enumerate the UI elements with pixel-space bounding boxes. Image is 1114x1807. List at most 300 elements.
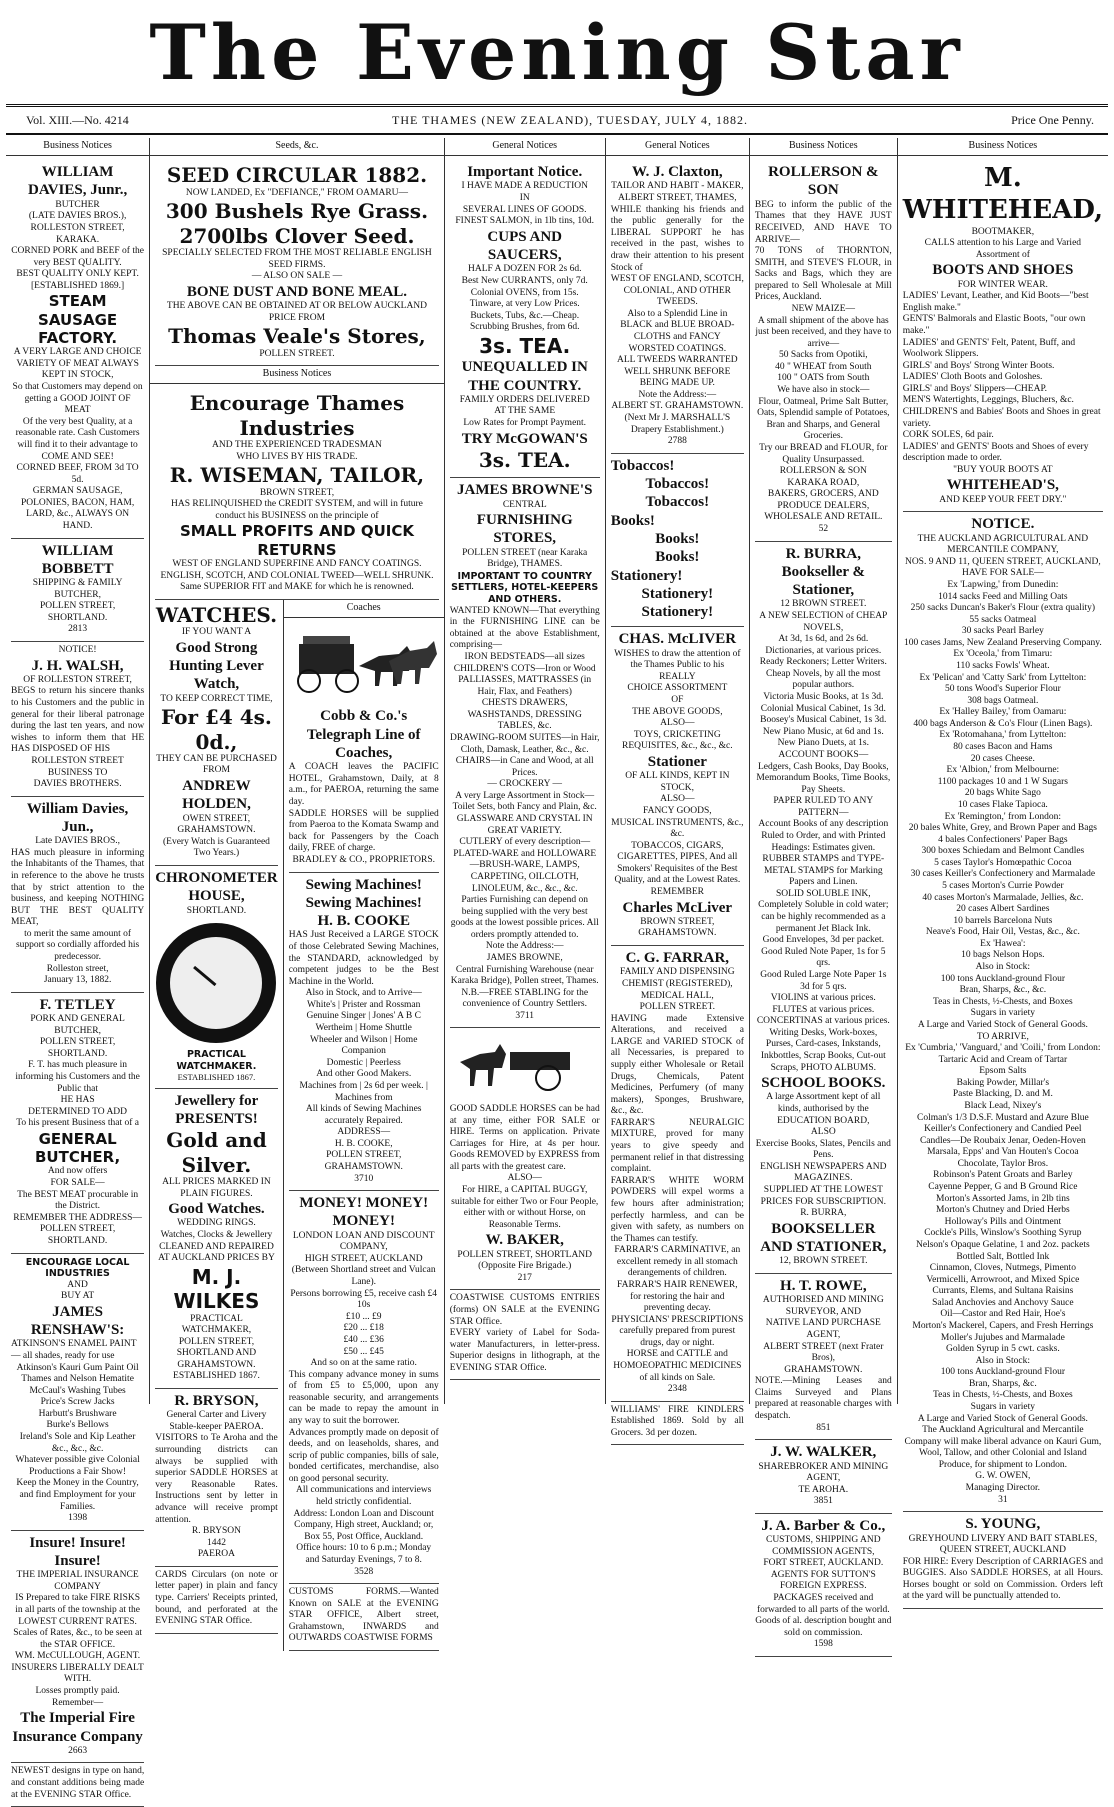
ad-text-line: ALSO— [507,1173,542,1184]
ad-text-line: Salad Anchovies and Anchovy Sauce [932,1297,1074,1308]
ad-text-line: FANCY GOODS, [643,805,712,816]
ad-text-line: R. WISEMAN, TAILOR, [169,463,425,488]
ad-text-line: QUEEN STREET, AUCKLAND [939,1545,1066,1556]
ad-text-line: And now offers [47,1166,108,1177]
ad-text-line: Good Strong Hunting Lever Watch, [169,639,264,693]
ad-text-line: Machines from | 2s 6d per week. | Machines from [299,1080,428,1103]
ad-text-line: DRAWING-ROOM SUITES—in Hair, Cloth, Damask, Leather, &c., &c. [449,732,600,755]
ad-text-line: Writing Desks, Work-boxes, Purses, Card-cases, Inkstands, Inkbottles, Scrap Books, Cut-out Scraps, PHOTO ALBUMS. [760,1027,886,1073]
ad-text-line: HAS Just Received a LARGE STOCK of those Celebrated Sewing Machines, the STANDARD, acknowledged by competent judges to be the Best Machine in the World. [288,930,439,987]
ad-text-line: LADIES' Cloth Boots and Goloshes. [902,372,1043,383]
ad-text-line: CORNED PORK and BEEF of the very BEST QUALITY. [11,246,144,268]
ad-text-line: CHILDREN'S and Babies' Boots and Shoes in great variety. [902,407,1101,429]
ad-text-line: CHAIRS—in Cane and Wood, at all Prices. [455,756,594,778]
ad-text-line: HAS RELINQUISHED the CREDIT SYSTEM, and will in future conduct his BUSINESS on the principle of [171,499,423,521]
column-6 [898,138,1108,1602]
ad-text-line: GRAHAMSTOWN. [784,1364,863,1375]
ad-text-line: BROWN STREET, [640,916,715,927]
ad-baker-horses [450,1101,600,1290]
ad-text-line: (Every Watch is Guaranteed Two Years.) [162,836,270,859]
ad-text-line: Encourage Thames Industries [189,391,405,440]
ad-mcliver [611,627,744,946]
ad-text-line: IMPORTANT TO COUNTRY SETTLERS, HOTEL-KEEPERS AND OTHERS. [451,570,599,606]
ad-chronometer-house [155,866,278,1089]
ad-text-line: GERMAN SAUSAGE, POLONIES, BACON, HAM, LARD, &c., ALWAYS ON HAND. [20,486,135,531]
ad-text-line: McCaul's Washing Tubes [29,1385,126,1396]
ad-text-line: Books! [655,530,700,547]
ad-text-line: Cheap Novels, by all the most popular authors. [766,668,881,691]
ad-text-line: CUTLERY of every description—PLATED-WARE and HOLLOWARE—BRUSH-WARE, LAMPS, CARPETING, OILCLOTH, LINOLEUM, &c., &c., &c. [453,837,597,894]
ad-text-line: Thomas Veale's Stores, [168,324,426,349]
ad-text-line: ACCOUNT BOOKS— [778,749,869,760]
ad-text-line: ALBERT STREET (next Frater Bros), [763,1341,884,1364]
ad-text-line: JAMES RENSHAW'S: [30,1303,125,1339]
ad-text-line: MEDICAL HALL, [640,990,714,1001]
ad-text-line: 3s. TEA. [479,333,571,358]
ad-text-line: We have also in stock— [777,385,870,396]
cart-illustration [450,1032,600,1092]
ad-text-line: A large Assortment kept of all kinds, authorised by the EDUCATION BOARD, [766,1092,881,1126]
ad-text-line: 50 Sacks from Opotiki, [778,350,868,361]
ad-text-line: MEN'S Watertights, Leggings, Bluchers, &c. [902,395,1074,406]
ad-text-line: Cockle's Pills, Winslow's Soothing Syrup [924,1228,1082,1239]
ad-text-line: General Carter and Livery Stable-keeper PAEROA. [166,1410,267,1432]
ad-text-line: Jewellery for PRESENTS! [174,1092,259,1127]
ad-text-line: THE ABOVE CAN BE OBTAINED AT OR BELOW AUCKLAND PRICE FROM [166,300,428,323]
ad-wiseman-tailor [155,388,439,599]
ad-text-line: POLLEN STREET, SHORTLAND AND GRAHAMSTOWN. [176,1336,257,1370]
ad-text-line: NOTICE! [58,645,97,656]
ad-text-line: Tinware, at very Low Prices. [469,299,580,310]
ad-text-line: Harbutt's Brushware [38,1408,117,1419]
ad-text-line: Note the Address:— [638,389,717,400]
column-header: Business Notices [898,138,1108,156]
ad-text-line: 2788 [667,436,687,447]
ad-text-line: 3851 [813,1496,833,1507]
ad-text-line: UNEQUALLED IN THE COUNTRY. [461,359,588,394]
column-2 [150,138,445,1644]
ad-tobaccos-books [611,454,744,628]
ad-text-line: THE IMPERIAL INSURANCE COMPANY [16,1570,139,1592]
ad-agricultural-notice [903,512,1103,1512]
ad-text-line: GRAHAMSTOWN. [638,928,717,939]
ad-text-line: Bran, Sharps, &c., &c. [959,985,1047,996]
ad-text-line: 1014 sacks Feed and Milling Oats [938,591,1068,602]
ad-text-line: NOS. 9 AND 11, QUEEN STREET, AUCKLAND, [904,556,1101,567]
ad-text-line: Morton's Assorted Jams, in 2lb tins [936,1193,1070,1204]
ad-text-line: SADDLE HORSES will be supplied from Paeroa to the Komata Swamp and back for Passengers by the Coach daily, FREE of charge. [288,808,439,854]
ad-text-line: BOOKSELLER AND STATIONER, [760,1220,887,1256]
ad-text-line: POLLEN STREET (near Karaka Bridge), THAMES. [462,547,588,570]
ad-text-line: JAMES BROWNE, [486,952,563,963]
ad-text-line: WEST OF ENGLAND, SCOTCH, COLONIAL, AND OTHER TWEEDS. [610,274,744,308]
ad-text-line: This company advance money in sums of from £5 to £5,000, upon any reasonable security, and arrangements can be made to repay the amount in any way to suit the borrower. [288,1369,439,1426]
ad-text-line: VIOLINS at various prices. [770,993,876,1004]
ad-text-line: Tobaccos! [645,494,710,511]
ad-text-line: J. W. WALKER, [770,1444,877,1461]
ad-text-line: STEAM SAUSAGE FACTORY. [38,292,118,347]
ad-text-line: OF [671,695,684,706]
ad-text-line: Charles McLiver [622,899,733,916]
ad-young-stables [903,1512,1103,1609]
ad-text-line: R. BURRA, [800,1208,847,1219]
ad-bobbett [11,539,144,642]
ad-text-line: 400 bags Anderson & Co's Flour (Linen Bags). [913,718,1093,729]
ad-text-line: Books! [610,512,655,529]
ad-text-line: Paste Blacking, D. and M. [952,1089,1053,1100]
ad-text-line: 50 tons Wood's Superior Flour [944,684,1061,695]
ad-text-line: R. BRYSON, [174,1393,259,1410]
ad-text-line: Sugars in variety [970,1008,1036,1019]
ad-text-line: CHOICE ASSORTMENT [627,683,728,694]
ad-text-line: HAS much pleasure in informing the Inhabitants of the Thames, that in reference to the above he trusts that by strict attention to the business, and keeping NOTHING BUT THE BEST QUALITY MEAT, [11,847,145,928]
ad-text-line: 31 [998,1494,1008,1505]
ad-text-line: Flour, Oatmeal, Prime Salt Butter, Oats, Splendid sample of Potatoes, Bran and Sharps, and General Groceries. [757,396,890,442]
ad-text-line: 30 cases Keiller's Confectionery and Marmalade [910,869,1096,880]
ad-text-line: Stationery! [610,567,683,584]
ad-text-line: WATCHES. [155,602,278,627]
ad-text-line: Books! [655,549,700,566]
ad-text-line: Also in Stock: [975,1355,1031,1366]
ad-text-line: AUTHORISED AND MINING SURVEYOR, AND [762,1295,884,1317]
ad-text-line: POLLEN STREET, SHORTLAND. [39,1037,116,1059]
ad-text-line: SMALL PROFITS AND QUICK RETURNS [179,522,414,559]
ad-text-line: Marsala, Epps' and Van Houten's Cocoa [927,1147,1079,1158]
ad-text-line: Morton's Mackerel, Capers, and Fresh Herrings [912,1320,1094,1331]
ad-text-line: 308 bags Oatmeal. [967,695,1039,706]
ad-text-line: SEED CIRCULAR 1882. [166,163,428,188]
ad-farrar-chemist [611,946,744,1402]
ad-text-line: Price's Screw Jacks [40,1397,115,1408]
ad-text-line: TOYS, CRICKETING REQUISITES, &c., &c., &c. [622,729,733,752]
ad-text-line: Good Ruled Note Paper, 1s for 5 qrs. [761,946,886,969]
ad-text-line: J. A. Barber & Co., [761,1517,886,1534]
ad-text-line: N.B.—FREE STABLING for the convenience of Country Settlers. [461,987,589,1010]
ad-text-line: WEDDING RINGS. [177,1218,256,1229]
ad-text-line: IS Prepared to take FIRE RISKS in all parts of the township at the LOWEST CURRENT RATES. [15,1593,140,1627]
ad-text-line: A VERY LARGE AND CHOICE VARIETY OF MEAT ALWAYS KEPT IN STOCK, [13,347,142,381]
ad-text-line: All communications and interviews held strictly confidential. [296,1485,432,1508]
ad-text-line: ATKINSON'S ENAMEL PAINT— all shades, ready for use [11,1339,137,1361]
ad-text-line: ESTABLISHED 1867. [173,1371,260,1382]
ad-important-notice [450,160,600,478]
ad-text-line: H. T. ROWE, [780,1277,867,1294]
ad-text-line: [ESTABLISHED 1869.] [31,280,125,291]
ad-text-line: New Piano Duets, at 1s. [777,738,869,749]
ad-text-line: Keiller's Confectionery and Candied Peel [924,1124,1082,1135]
ad-text-line: CUSTOMS FORMS.—Wanted Known on SALE at the EVENING STAR OFFICE, Albert street, Grahamstown, INWARDS and OUTWARDS COASTWISE FORMS [288,1587,439,1644]
ad-text-line: POLLEN STREET, SHORTLAND. [39,601,116,623]
ad-text-line: Ex 'Pelican' and 'Catty Sark' from Lyttelton: [919,672,1087,683]
ad-text-line: 12 BROWN STREET. [780,599,867,610]
chrono-place: SHORTLAND. [186,905,247,916]
ad-text-line: Bookseller & Stationer, [781,563,866,599]
ad-text-line: ALSO— [660,794,695,805]
ad-text-line: 3710 [354,1173,374,1184]
ad-text-line: (LATE DAVIES BROS.), [28,211,127,222]
ad-text-line: WILLIAM DAVIES, Junr., [27,164,128,199]
ad-text-line: All kinds of Sewing Machines accurately Repaired. [305,1104,422,1126]
ad-text-line: To his present Business that of a [16,1118,140,1129]
ad-text-line: For HIRE, a CAPITAL BUGGY, suitable for either Two or Four People, either with or without Horse, on Reasonable Terms. [451,1185,599,1230]
ad-text-line: Persons borrowing £5, receive cash £4 10s [290,1288,438,1311]
ad-text-line: Note the Address:— [485,941,564,952]
ad-text-line: VISITORS to Te Aroha and the surrounding districts can always be supplied with superior SADDLE HORSES at very Reasonable Rates. Instructions sent by letter in advance will receive prompt attention. [155,1433,278,1525]
ad-text-line: POLLEN STREET, [39,1224,116,1235]
place-date: THE THAMES (NEW ZEALAND), TUESDAY, JULY 4, 1882. [391,112,748,127]
ad-text-line: NEW MAIZE— [791,303,856,314]
ad-barber [755,1514,892,1657]
ad-text-line: Same SUPERIOR FIT and MAKE for which he is renowned. [180,582,414,593]
ad-text-line: FORT STREET, AUCKLAND. [763,1558,884,1569]
ad-rollerson [755,160,892,541]
ad-text-line: Best New CURRANTS, only 7d. [461,275,588,286]
ad-text-line: WM. McCULLOUGH, AGENT. [15,1651,141,1662]
ad-text-line: ROLLERSON & SON [779,466,867,477]
ad-text-line: Thames and Nelson Hematite [21,1374,134,1385]
ad-text-line: Cayenne Pepper, G and B Ground Rice [928,1182,1078,1193]
ad-text-line: Victoria Music Books, at 1s 3d. [763,692,884,703]
ad-text-line: WHO LIVES BY HIS TRADE. [236,451,358,462]
ad-text-line: SHAREBROKER AND MINING AGENT, [758,1461,889,1484]
ad-text-line: F. T. has much pleasure in informing his Customers and the Public that [15,1060,140,1094]
ad-text-line: "BUY YOUR BOOTS AT [953,464,1053,475]
ad-text-line: CUSTOMS, SHIPPING AND COMMISSION AGENTS, [765,1535,881,1557]
coach-illustration [289,626,439,696]
ad-text-line: 1100 packages 10 and 1 W Sugars [937,776,1068,787]
ad-text-line: 10 cases Flake Tapioca. [957,799,1048,810]
ad-text-line: Important Notice. [467,164,583,181]
ad-text-line: I HAVE MADE A REDUCTION [461,181,588,192]
ad-text-line: 1442 [206,1537,226,1548]
ad-text-line: 70 TONS of THORNTON, SMITH, and STEVE'S FLOUR, in Sacks and Bags, which they are prepared to Sell Wholesale at Mill Prices, Auckland. [754,246,892,303]
ad-text-line: Late DAVIES BROS., [35,836,120,847]
ad-text-line: Ex 'Halley Bailey,' from Oamaru: [939,707,1067,718]
ad-cards [155,1567,278,1634]
ad-text-line: WANTED KNOWN—That everything in the FURNISHING LINE can be obtained at the above Establishment, comprising— [449,605,600,651]
ad-text-line: GIRLS' and Boys' Strong Winter Boots. [902,360,1055,371]
ad-text-line: PORK AND GENERAL BUTCHER, [30,1014,125,1036]
ad-text-line: January 13, 1882. [43,975,112,986]
ad-text-line: Ex 'Cumbria,' 'Vanguard,' and 'Coili,' from London: [905,1043,1101,1054]
ad-text-line: CUPS AND SAUCERS, [487,228,563,264]
ad-text-line: TAILOR AND HABIT - MAKER, [611,181,744,192]
ad-text-line: Buckets, Tubs, &c.—Cheap. [470,310,580,321]
ad-text-line: CENTRAL [502,499,547,510]
ad-text-line: 20 bags White Sago [964,788,1041,799]
column-header: General Notices [606,138,749,156]
ad-text-line: (Between Shortland street and Vulcan Lane). [291,1265,436,1288]
ad-text-line: NOTE.—Mining Leases and Claims Surveyed and Plans prepared at reasonable charges with despatch. [754,1376,892,1422]
ad-text-line: H. B. COOKE, [334,1138,393,1149]
ad-text-line: WHILE thanking his friends and the public generally for the LIBERAL SUPPORT he has received in the past, wishes to draw their attention to his present Stock of [610,204,744,273]
ad-text-line: WISHES to draw the attention of the Thames Public to his [614,648,741,671]
masthead [6,0,1108,98]
ad-text-line: Currants, Elems, and Sultana Raisins [932,1286,1074,1297]
ad-text-line: TOBACCOS, CIGARS, CIGARETTES, PIPES, And all Smokers' Requisites of the Best Quality, and at the Lowest Rates. [614,840,741,886]
ad-text-line: 2348 [667,1384,687,1395]
ad-text-line: SEVERAL LINES OF GOODS. [462,204,587,215]
ad-text-line: Baking Powder, Millar's [956,1077,1050,1088]
ad-text-line: A Large and Varied Stock of General Goods. [917,1413,1088,1424]
ad-text-line: GREYHOUND LIVERY AND BAIT STABLES, [908,1533,1098,1544]
column-2b [284,600,439,1651]
ad-text-line: Advances promptly made on deposit of deeds, and on leaseholds, shares, and scrip of public companies, bills of sale, bonded certificates, merchandise, also on good personal security. [288,1427,439,1484]
ad-text-line: Teas in Chests, ½-Chests, and Boxes [933,996,1073,1007]
ad-text-line: S. YOUNG, [965,1516,1041,1533]
ad-text-line: CHAS. McLIVER [618,631,737,648]
ad-text-line: Ledgers, Cash Books, Day Books, Memorandum Books, Time Books, Pay Sheets. [756,761,891,795]
ad-text-line: NOW LANDED, Ex "DEFIANCE," FROM OAMARU— [185,187,409,198]
ad-text-line: BUY AT [61,1291,95,1302]
ad-text-line: R. BURRA, [785,545,862,562]
ad-text-line: Scrubbing Brushes, from 6d. [469,322,580,333]
ad-text-line: C. G. FARRAR, [625,950,730,967]
ad-text-line: Robinson's Patent Groats and Barley [933,1170,1073,1181]
ad-text-line: Ireland's Sole and Kip Leather [19,1432,136,1443]
ad-text-line: FARRAR'S HAIR RENEWER, for restoring the hair and preventing decay. [617,1279,738,1314]
ad-text-line: Stationery! [641,604,714,621]
ad-text-line: Epsom Salts [979,1066,1027,1077]
ad-text-line: Ex 'Lapwing,' from Dunedin: [947,579,1059,590]
ad-text-line: Account Books of any description Ruled to Order, and with Printed Headings: Estimates given. [758,819,889,853]
ad-bryson [155,1389,278,1567]
ad-text-line: New Piano Music, at 6d and 1s. [762,726,884,737]
ad-text-line: REMEMBER [650,887,704,898]
ad-text-line: Parties Furnishing can depend on being supplied with the very best goods at the lowest possible prices. All orders promptly attended to. [450,895,599,940]
ad-text-line: Chocolate, Taylor Bros. [957,1158,1049,1169]
ad-text-line: Also in Stock, and to Arrive— [305,988,422,999]
ad-coastwise [450,1290,600,1380]
ad-text-line: CALLS attention to his Large and Varied Assortment of [924,238,1082,260]
ad-text-line: 217 [517,1272,532,1283]
ad-text-line: Boosey's Musical Cabinet, 1s 3d. [760,715,887,726]
ad-text-line: WILLIAMS' FIRE KINDLERS Established 1869. Sold by all Grocers. 3d per dozen. [610,1404,744,1438]
ad-text-line: Of the very best Quality, at a reasonable rate. Cash Customers will find it to their advantage to COME AND SEE! [15,416,140,462]
ad-text-line: HALF A DOZEN FOR 2s 6d. [467,264,582,275]
ad-text-line: Try our BREAD and FLOUR, for Quality Unsurpassed. [759,442,888,465]
ad-text-line: Office hours: 10 to 6 p.m.; Monday and Saturday Evenings, 7 to 8. [296,1543,432,1565]
ad-text-line: REMEMBER THE ADDRESS— [13,1212,142,1223]
ad-text-line: THE AUCKLAND AGRICULTURAL AND MERCANTILE COMPANY, [917,533,1089,556]
ad-text-line: ADDRESS— [337,1127,391,1138]
ad-text-line: A COACH leaves the PACIFIC HOTEL, Grahamstown, Daily, at 8 a.m., for PAEROA, returning the same day. [288,762,439,808]
ad-text-line: SCHOOL BOOKS. [761,1075,886,1092]
ad-text-line: ALL TWEEDS WARRANTED WELL SHRUNK BEFORE BEING MADE UP. [616,355,738,389]
ad-text-line: White's | Prister and Rossman [307,999,421,1010]
ad-text-line: Atkinson's Kauri Gum Paint Oil [16,1362,139,1373]
ad-text-line: Genuine Singer | Jones' A B C [306,1011,421,1022]
ad-text-line: £20 ... £18 [343,1323,384,1334]
ad-text-line: Oil—Castor and Red Hair, Hoe's [940,1309,1066,1320]
ad-text-line: Gold and Silver. [166,1128,267,1177]
ad-text-line: 2700lbs Clover Seed. [179,223,415,248]
ad-text-line: The Imperial Fire Insurance Company [12,1710,143,1745]
ad-text-line: POLLEN STREET. [639,1002,715,1013]
ad-text-line: Moller's Jujubes and Marmalade [940,1332,1065,1343]
ad-text-line: HAVING made Extensive Alterations, and received a LARGE and VARIED STOCK of all Necessaries, is prepared to supply either Wholesale or Retail Drugs, Chemicals, Patent Medicines, Perfumery (of many makers), Sponges, Brushware, &c., &c. [610,1013,744,1117]
ad-text-line: 100 cases Jams, New Zealand Preserving Company. [903,637,1102,648]
ad-text-line: 300 boxes Schiedam and Belmont Candles [921,846,1085,857]
ad-text-line: SUPPLIED AT THE LOWEST PRICES FOR SUBSCRIPTION. [760,1185,886,1207]
chrono-established: ESTABLISHED 1867. [177,1072,256,1083]
ad-text-line: W. BAKER, [485,1232,564,1249]
ad-text-line: RUBBER STAMPS and TYPE-METAL STAMPS for Marking Papers and Linen. [762,854,885,888]
ad-text-line: LADIES' and GENTS' Boots and Shoes of every description made to order. [902,441,1089,464]
ad-text-line: Black Lead, Nixey's [964,1100,1042,1111]
ad-text-line: PHYSICIANS' PRESCRIPTIONS carefully prepared from purest drugs, day or night. [611,1314,744,1348]
column-header: General Notices [445,138,605,156]
chrono-title: CHRONOMETER HOUSE, [155,869,278,905]
ad-text-line: M. WHITEHEAD, [902,163,1104,225]
chrono-practical: PRACTICAL [186,1049,246,1061]
ad-text-line: Teas in Chests, ½-Chests, and Boxes [933,1390,1073,1401]
ad-text-line: Ex 'Albion,' from Melbourne: [946,765,1060,776]
ad-text-line: FAMILY ORDERS DELIVERED [459,394,590,405]
ad-text-line: 851 [816,1422,831,1433]
ad-text-line: W. J. Claxton, [631,164,723,181]
ad-text-line: Cinnamon, Cloves, Nutmegs, Pimento [929,1263,1076,1274]
ad-text-line: Holloway's Pills and Ointment [944,1216,1062,1227]
ad-text-line: Wertheim | Home Shuttle [315,1023,412,1034]
ad-text-line: Golden Syrup in 5 cwt. casks. [945,1344,1060,1355]
ad-text-line: WEST OF ENGLAND SUPERFINE AND FANCY COATINGS. ENGLISH, SCOTCH, AND COLONIAL TWEED—WELL SHRUNK. [160,558,434,581]
ad-text-line: Managing Director. [965,1483,1041,1494]
ad-text-line: 100 tons Auckland-ground Flour [940,973,1065,984]
ad-text-line: Morton's Chutney and Dried Herbs [936,1205,1070,1216]
ad-walker [755,1440,892,1514]
ad-text-line: A NEW SELECTION of CHEAP NOVELS, [759,611,888,633]
ad-davies-butcher [11,160,144,538]
ad-text-line: FOR HIRE: Every Description of CARRIAGES and BUGGIES. Also SADDLE HORSES, at all Hours. Horses bought or sold on Commission. Orders left at the yard will be punctually attended to. [902,1556,1104,1602]
ad-text-line: Scales of Rates, &c., to be seen at the STAR OFFICE. [13,1628,142,1650]
ad-text-line: FOR SALE— [50,1178,105,1189]
ad-text-line: POLLEN STREET. [259,348,335,359]
ad-text-line: Nelson's Opaque Gelatine, 1 and 2oz. packets [916,1239,1090,1250]
ad-text-line: CHILDREN'S COTS—Iron or Wood [453,663,596,674]
column-2a [155,600,284,1651]
ad-text-line: THE ABOVE GOODS, [632,706,723,717]
ad-text-line: POLLEN STREET, SHORTLAND [457,1249,593,1260]
ad-text-line: 20 cases Cheese. [970,753,1035,764]
column-2-split [155,600,439,1651]
ad-text-line: 12, BROWN STREET. [779,1256,868,1267]
ad-text-line: Stationery! [641,585,714,602]
ad-text-line: 55 sacks Oatmeal [969,614,1037,625]
clock-illustration [156,923,276,1043]
ad-text-line: HORSE and CATTLE and HOMOEOPATHIC MEDICINES of all kinds on Sale. [613,1349,742,1383]
price: Price One Penny. [1011,112,1094,127]
ad-text-line: to merit the same amount of support so cordially afforded his predecessor. [15,928,140,963]
ad-text-line: LADIES' Levant, Leather, and Kid Boots—"best English make." [902,291,1089,313]
ad-text-line: BROWN STREET, [259,487,335,498]
ad-text-line: G. W. OWEN, [975,1471,1031,1482]
ad-text-line: 2813 [68,624,88,635]
ad-rowe [755,1274,892,1440]
ad-text-line: ALL PRICES MARKED IN PLAIN FIGURES. [162,1177,271,1199]
ad-text-line: 3711 [515,1010,535,1021]
ad-text-line: 110 sacks Fowls' Wheat. [956,661,1050,672]
ad-text-line: 250 sacks Duncan's Baker's Flour (extra quality) [910,603,1096,614]
ad-text-line: BOOTS AND SHOES [932,262,1074,279]
ad-text-line: &c., &c., &c. [51,1443,104,1454]
ad-tetley [11,993,144,1254]
ad-text-line: Tobaccos! [610,457,675,474]
ad-text-line: ALBERT ST. GRAHAMSTOWN. [611,401,744,412]
ad-text-line: Vermicelli, Arrowroot, and Mixed Spice [926,1274,1080,1285]
ad-text-line: J. H. WALSH, [31,657,124,674]
ad-text-line: 5 cases Taylor's Homœpathic Cocoa [934,857,1072,868]
